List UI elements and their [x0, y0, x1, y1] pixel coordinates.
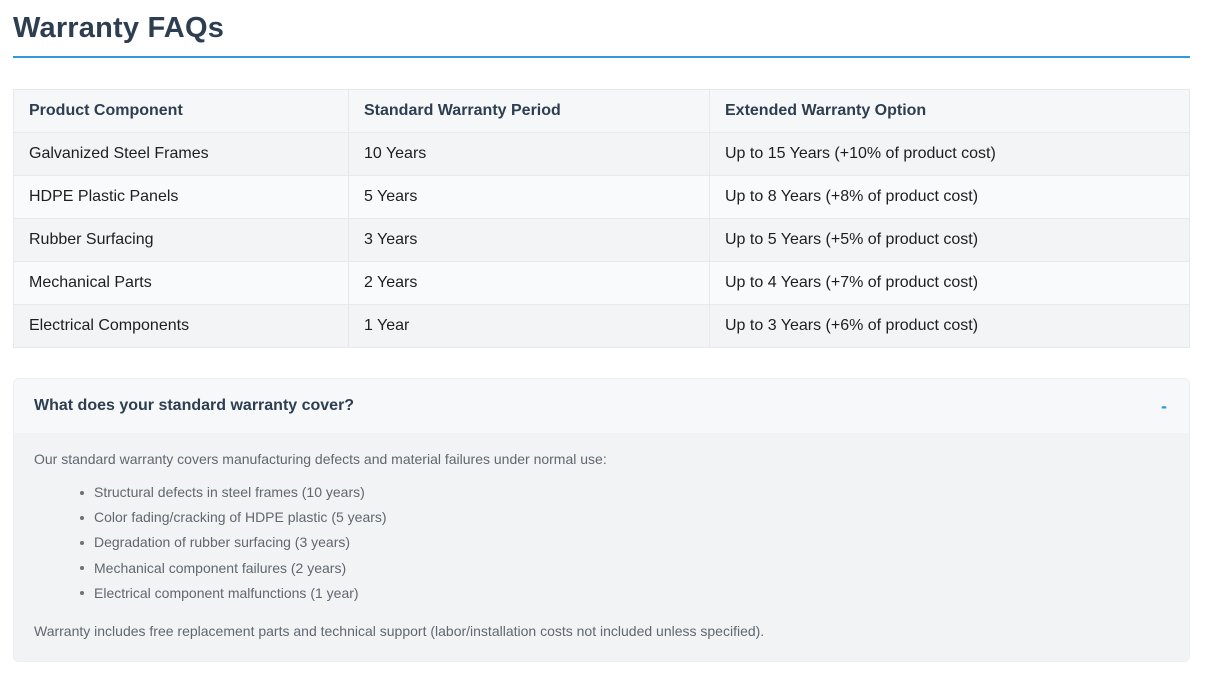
faq-accordion-item	[13, 378, 1190, 662]
header-product-component: Product Component	[14, 90, 349, 133]
cell-extended-option: Up to 5 Years (+5% of product cost)	[710, 219, 1190, 262]
list-item: Structural defects in steel frames (10 years)	[80, 484, 1169, 509]
list-item: Electrical component malfunctions (1 year)	[80, 585, 1169, 610]
cell-component: Galvanized Steel Frames	[14, 133, 349, 176]
faq-answer-footer: Warranty includes free replacement parts and technical support (labor/installation costs not included unless specified).	[34, 622, 765, 639]
faq-question-header[interactable]	[14, 379, 1189, 433]
cell-extended-option: Up to 8 Years (+8% of product cost)	[710, 176, 1190, 219]
cell-standard-period: 1 Year	[349, 305, 710, 348]
table-header-row	[14, 90, 1190, 133]
cell-component: Mechanical Parts	[14, 262, 349, 305]
cell-standard-period: 5 Years	[349, 176, 710, 219]
faq-answer	[14, 433, 1189, 639]
list-item: Mechanical component failures (2 years)	[80, 560, 1169, 585]
list-item: Color fading/cracking of HDPE plastic (5 years)	[80, 509, 1169, 534]
table-row	[14, 305, 1190, 348]
table-row	[14, 219, 1190, 262]
cell-standard-period: 3 Years	[349, 219, 710, 262]
cell-component: Rubber Surfacing	[14, 219, 349, 262]
collapse-toggle-icon[interactable]: -	[1161, 395, 1167, 416]
page-title: Warranty FAQs	[13, 12, 225, 44]
coverage-list	[80, 484, 1169, 610]
header-extended-warranty: Extended Warranty Option	[710, 90, 1190, 133]
table-row	[14, 176, 1190, 219]
faq-question-text: What does your standard warranty cover?	[34, 397, 355, 414]
title-divider	[13, 56, 1190, 58]
cell-standard-period: 2 Years	[349, 262, 710, 305]
faq-answer-intro: Our standard warranty covers manufacturing defects and material failures under normal use:	[34, 451, 607, 467]
cell-extended-option: Up to 15 Years (+10% of product cost)	[710, 133, 1190, 176]
list-item: Degradation of rubber surfacing (3 years)	[80, 534, 1169, 559]
cell-extended-option: Up to 3 Years (+6% of product cost)	[710, 305, 1190, 348]
header-standard-warranty: Standard Warranty Period	[349, 90, 710, 133]
table-row	[14, 133, 1190, 176]
table-row	[14, 262, 1190, 305]
cell-extended-option: Up to 4 Years (+7% of product cost)	[710, 262, 1190, 305]
cell-standard-period: 10 Years	[349, 133, 710, 176]
cell-component: HDPE Plastic Panels	[14, 176, 349, 219]
cell-component: Electrical Components	[14, 305, 349, 348]
warranty-table	[13, 89, 1190, 348]
